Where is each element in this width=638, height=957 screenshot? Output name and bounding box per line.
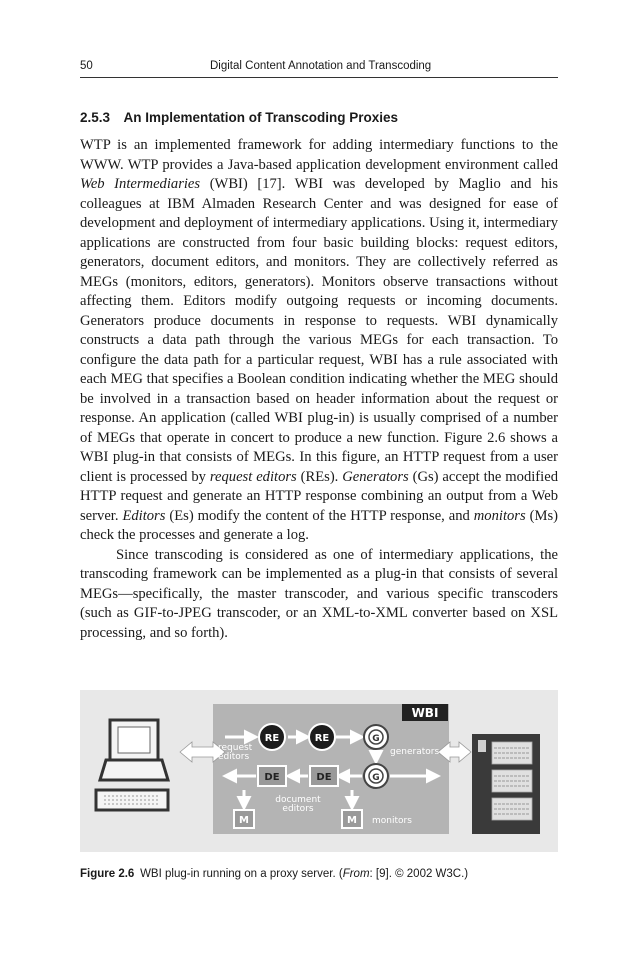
document-editors-label: document (275, 795, 321, 805)
italic-run: monitors (473, 507, 526, 524)
generators-label: generators (390, 747, 440, 757)
italic-run: request editors (209, 468, 297, 485)
text-run: (WBI) [17]. WBI was developed by Maglio and his colleagues at IBM Almaden Research Center and was designed for ease of development and deployment of intermediary applications. Using it, intermediary applications are constructed from four basic building blocks: request editors, generators, document editors, and monitors. They are collectively referred as MEGs (monitors, editors, generators). Monitors observe transactions without affecting them. Editors modify outgoing requests or incoming documents. Generators produce documents in response to requests. WBI dynamically constructs a data path through the various MEGs for each transaction. To configure the data path for a particular request, WBI has a rule associated with each MEG that specifies a Boolean condition indicating whether the MEG should be involved in a transaction based on header information about the request or response. An application (called WBI plug-in) is usually comprised of a number of MEGs that operate in concert to produce a new function. Figure 2.6 shows a WBI plug-in that consists of MEGs. In this figure, an HTTP request from a user client is processed by (80, 176, 558, 485)
text-run: (Gs) accept the modified HTTP request and generate an HTTP response combining an output from a Web server. (80, 468, 558, 524)
running-title: Digital Content Annotation and Transcoding (210, 60, 432, 72)
re-label: RE (314, 733, 330, 744)
figure-2-6 (80, 690, 558, 852)
body-text (80, 136, 558, 643)
generator-node-1 (364, 725, 388, 749)
header-rule (80, 77, 558, 78)
text-run: (Es) modify the content of the HTTP response, and (165, 507, 474, 524)
text-run: (REs). (296, 468, 343, 485)
caption-source: : [9]. © 2002 W3C.) (369, 868, 469, 880)
request-editor-node-2 (309, 724, 335, 750)
document-editor-node-2 (310, 766, 338, 786)
caption-text: WBI plug-in running on a proxy server. ( (134, 868, 343, 880)
italic-run: Generators (342, 468, 409, 485)
paragraph-2: Since transcoding is considered as one of intermediary applications, the transcoding framework can be implemented as a plug-in that consists of several MEGs—specifically, the master transcoder, and various specific transcoders (such as GIF-to-JPEG transcoder, or an XML-to-XML converter based on XSL processing, and so forth). (80, 546, 558, 641)
request-editors-label: request (218, 743, 253, 753)
monitors-label: monitors (372, 816, 412, 826)
paragraph-1 (80, 136, 558, 546)
italic-run: Editors (122, 507, 166, 524)
de-label: DE (264, 772, 280, 783)
wbi-diagram (80, 690, 558, 852)
section-heading: 2.5.3 An Implementation of Transcoding Proxies (80, 110, 399, 125)
generator-node-2 (364, 764, 388, 788)
italic-run: Web Intermediaries (80, 176, 201, 192)
figure-caption (80, 868, 558, 880)
wbi-label: WBI (411, 706, 439, 720)
g-label: G (372, 773, 380, 783)
text-run: WTP is an implemented framework for adding intermediary functions to the WWW. WTP provides a Java-based application development environment called (80, 137, 558, 173)
monitor-node-1 (234, 810, 254, 828)
m-label: M (347, 815, 357, 826)
caption-from: From (342, 868, 370, 880)
g-label: G (372, 734, 380, 744)
document-editors-label: editors (282, 804, 314, 814)
request-editor-node-1 (259, 724, 285, 750)
web-server-icon (472, 734, 540, 834)
caption-label: Figure 2.6 (80, 868, 135, 880)
re-label: RE (264, 733, 280, 744)
document-editor-node-1 (258, 766, 286, 786)
request-editors-label: editors (218, 752, 250, 762)
de-label: DE (316, 772, 332, 783)
page-number: 50 (80, 60, 93, 72)
monitor-node-2 (342, 810, 362, 828)
m-label: M (239, 815, 249, 826)
text-run: (Ms) check the processes and generate a log. (80, 507, 558, 543)
running-header (80, 58, 558, 78)
